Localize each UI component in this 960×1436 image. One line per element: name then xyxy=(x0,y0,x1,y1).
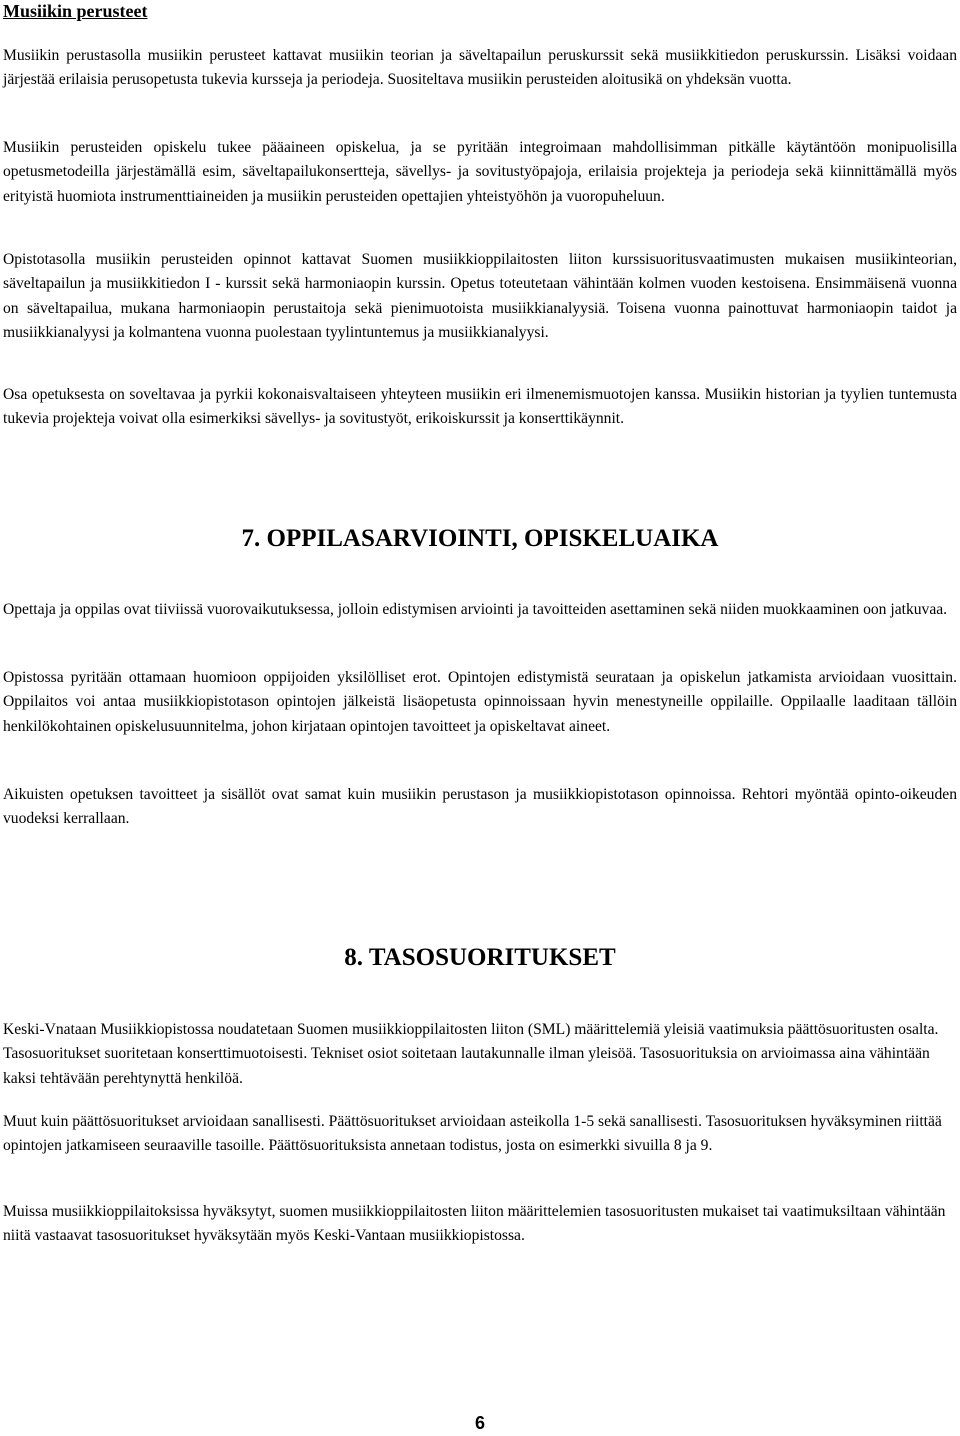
paragraph-section8-2: Muut kuin päättösuoritukset arvioidaan sanallisesti. Päättösuoritukset arvioidaan asteikolla 1-5 sekä sanallisesti. Tasosuorituksen hyväksyminen riittää opintojen jatkamiseen seuraaville tasoille. Päättösuorituksista annetaan todistus, josta on esimerkki sivuilla 8 ja 9. xyxy=(3,1113,942,1155)
chapter-heading-8: 8. TASOSUORITUKSET xyxy=(344,944,616,971)
paragraph-intro-4: Osa opetuksesta on soveltavaa ja pyrkii kokonaisvaltaiseen yhteyteen musiikin eri ilmenemismuotojen kanssa. Musiikin historian ja tyylien tuntemusta tukevia projekteja voivat olla esimerkiksi sävellys- ja sovitustyöt, erikoiskurssit ja konserttikäynnit. xyxy=(3,386,957,428)
section-heading-musiikin-perusteet: Musiikin perusteet xyxy=(3,1,148,21)
paragraph-intro-2: Musiikin perusteiden opiskelu tukee pääaineen opiskelua, ja se pyritään integroimaan mahdollisimman pitkälle käytäntöön monipuolisilla opetusmetodeilla järjestämällä esim, säveltapailukonsertteja, sävellys- ja sovitustyöpajoja, erilaisia projekteja ja periodeja sekä kiinnittämällä myös erityistä huomiota instrumenttiaineiden ja musiikin perusteiden opettajien yhteistyöhön ja vuoropuheluun. xyxy=(3,139,957,205)
paragraph-section7-1: Opettaja ja oppilas ovat tiiviissä vuorovaikutuksessa, jolloin edistymisen arviointi ja tavoitteiden asettaminen sekä niiden muokkaaminen oon jatkuvaa. xyxy=(3,601,948,618)
page-number: 6 xyxy=(474,1413,485,1433)
paragraph-intro-3: Opistotasolla musiikin perusteiden opinnot kattavat Suomen musiikkioppilaitosten liiton kurssisuoritusvaatimusten mukaisen musiikinteorian, säveltapailun ja musiikkitiedon I - kurssit sekä harmoniaopin kurssin. Opetus toteutetaan vähintään kolmen vuoden kestoisena. Ensimmäisenä vuonna on säveltapailua, mukana harmoniaopin perustaitoja sekä pienimuotoista musiikkianalyysiä. Toisena vuonna painottuvat harmoniaopin taidot ja musiikkianalyysi ja kolmantena vuonna puolestaan tyylintuntemus ja musiikkianalyysi. xyxy=(3,251,957,342)
paragraph-section7-3: Aikuisten opetuksen tavoitteet ja sisällöt ovat samat kuin musiikin perustason ja musiikkiopistotason opinnoissa. Rehtori myöntää opinto-oikeuden vuodeksi kerrallaan. xyxy=(3,786,957,828)
chapter-heading-7: 7. OPPILASARVIOINTI, OPISKELUAIKA xyxy=(241,525,719,552)
paragraph-section8-3: Muissa musiikkioppilaitoksissa hyväksytyt, suomen musiikkioppilaitosten liiton määrittelemien tasosuoritusten mukaiset tai vaatimuksiltaan vähintään niitä vastaavat tasosuoritukset hyväksytään myös Keski-Vantaan musiikkiopistossa. xyxy=(3,1203,946,1245)
paragraph-section7-2: Opistossa pyritään ottamaan huomioon oppijoiden yksilölliset erot. Opintojen edistymistä seurataan ja opiskelun jatkamista arvioidaan vuosittain. Oppilaitos voi antaa musiikkiopistotason opintojen jälkeistä lisäopetusta opinnoissaan hyvin menestyneille oppilaille. Oppilaalle laaditaan tällöin henkilökohtainen opiskelusuunnitelma, johon kirjataan opintojen tavoitteet ja opiskeltavat aineet. xyxy=(3,669,957,735)
paragraph-intro-1: Musiikin perustasolla musiikin perusteet kattavat musiikin teorian ja säveltapailun peruskurssit sekä musiikkitiedon peruskurssin. Lisäksi voidaan järjestää erilaisia perusopetusta tukevia kursseja ja periodeja. Suositeltava musiikin perusteiden aloitusikä on yhdeksän vuotta. xyxy=(3,47,957,89)
paragraph-section8-1: Keski-Vnataan Musiikkiopistossa noudatetaan Suomen musiikkioppilaitosten liiton (SML) määrittelemiä yleisiä vaatimuksia päättösuoritusten osalta. Tasosuoritukset suoritetaan konserttimuotoisesti. Tekniset osiot soitetaan lautakunnalle ilman yleisöä. Tasosuorituksia on arvioimassa aina vähintään kaksi tehtävään perehtynyttä henkilöä. xyxy=(3,1021,939,1087)
